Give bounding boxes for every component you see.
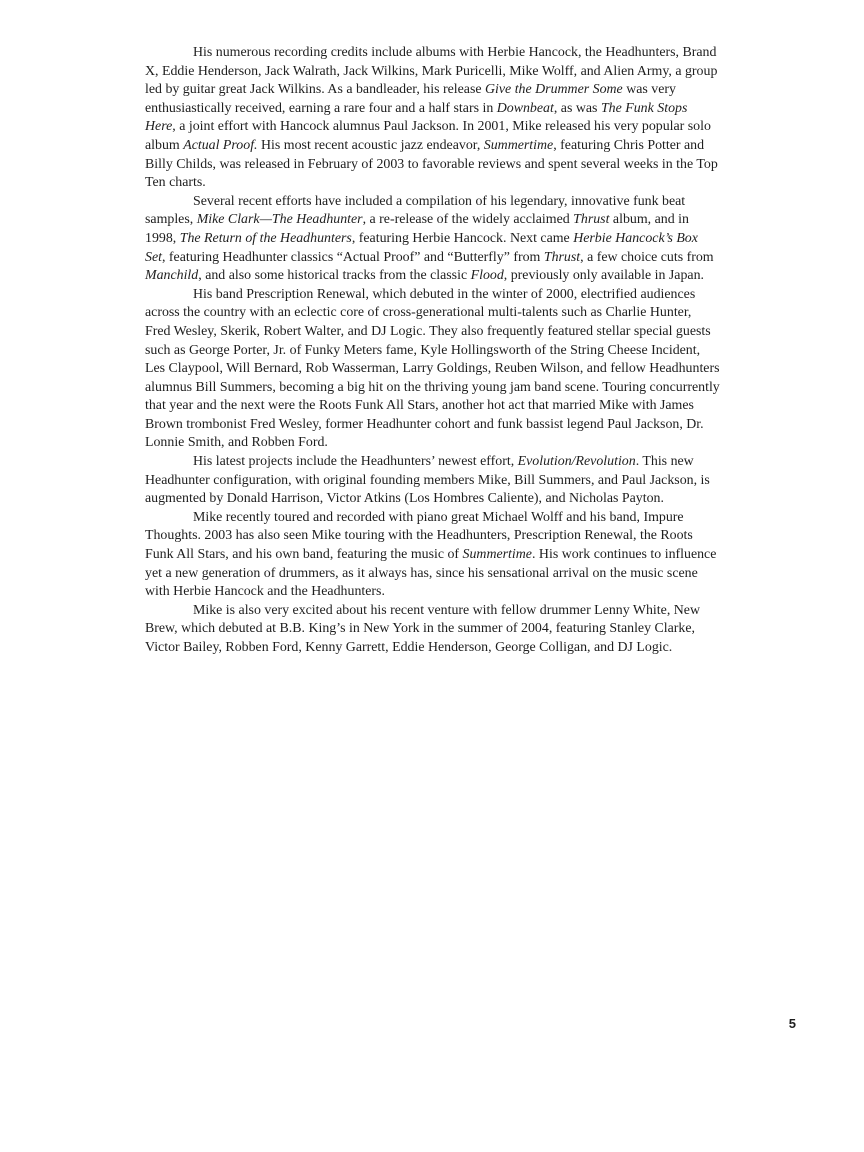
italic-title: Manchild: [145, 268, 199, 284]
paragraph: [145, 509, 720, 602]
text-run: , featuring Headhunter classics “Actual Proof” and “Butterfly” from: [161, 249, 544, 265]
paragraph: [145, 453, 720, 509]
text-run: , previously only available in Japan.: [503, 268, 704, 284]
text-run: His latest projects include the Headhunters’ newest effort,: [193, 454, 518, 470]
italic-title: Actual Proof.: [183, 137, 258, 153]
text-run: His most recent acoustic jazz endeavor,: [257, 137, 484, 153]
text-run: . This new Headhunter configuration, with original founding members Mike, Bill Summers, and Paul Jackson, is augmented by Donald Harrison, Victor Atkins (Los Hombres Caliente), and Nicholas Payton.: [145, 454, 710, 507]
italic-title: The Return of the Headhunters: [179, 230, 352, 246]
text-run: Mike is also very excited about his recent venture with fellow drummer Lenny White, New Brew, which debuted at B.B. King’s in New York in the summer of 2004, featuring Stanley Clarke, Victor Bailey, Robben Ford, Kenny Garrett, Eddie Henderson, George Colligan, and DJ Logic.: [145, 602, 700, 655]
italic-title: Downbeat: [496, 100, 554, 116]
text-run: , a re-release of the widely acclaimed: [362, 212, 574, 228]
italic-title: Mike Clark—The Headhunter: [196, 212, 363, 228]
italic-title: Thrust: [573, 212, 610, 228]
text-run: Mike recently toured and recorded with piano great Michael Wolff and his band, Impure Thoughts. 2003 has also seen Mike touring with the Headhunters, Prescription Renewal, the Roots Funk All Stars, and his own band, featuring the music of: [145, 509, 693, 563]
text-run: Several recent efforts have included a compilation of his legendary, innovative funk beat samples,: [145, 193, 686, 228]
text-run: His numerous recording credits include albums with Herbie Hancock, the Headhunters, Brand X, Eddie Henderson, Jack Walrath, Jack Wilkins, Mark Puricelli, Mike Wolff, and Alien Army, a group led by guitar great Jack Wilkins. As a bandleader, his release: [145, 45, 718, 98]
italic-title: Flood: [470, 268, 504, 284]
text-run: , featuring Chris Potter and Billy Childs, was released in February of 2003 to favorable reviews and spent several weeks in the Top Ten charts.: [145, 137, 718, 191]
text-run: , and also some historical tracks from the classic: [198, 268, 471, 284]
paragraph: [145, 602, 720, 658]
page-number: 5: [788, 1016, 796, 1031]
text-run: . His work continues to influence yet a new generation of drummers, as it always has, since his sensational arrival on the music scene with Herbie Hancock and the Headhunters.: [145, 547, 717, 600]
italic-title: The Funk Stops Here: [145, 100, 688, 135]
text-run: , a joint effort with Hancock alumnus Paul Jackson. In 2001, Mike released his very popular solo album: [145, 119, 711, 153]
italic-title: Herbie Hancock’s Box Set: [145, 230, 698, 265]
text-run: , as was: [553, 100, 601, 116]
italic-title: Summertime: [462, 547, 532, 563]
italic-title: Give the Drummer Some: [485, 82, 623, 98]
paragraph: [145, 44, 720, 193]
text-run: , featuring Herbie Hancock. Next came: [351, 230, 574, 246]
body-text: [145, 44, 720, 658]
text-run: was very enthusiastically received, earning a rare four and a half stars in: [145, 82, 676, 116]
italic-title: Summertime: [483, 137, 554, 153]
text-run: His band Prescription Renewal, which debuted in the winter of 2000, electrified audiences across the country with an eclectic core of cross-generational multi-talents such as Charlie Hunter, Fred Wesley, Skerik, Robert Walter, and DJ Logic. They also frequently featured stellar special guests such as George Porter, Jr. of Funky Meters fame, Kyle Hollingsworth of the String Cheese Incident, Les Claypool, Will Bernard, Rob Wasserman, Larry Goldings, Reuben Wilson, and fellow Headhunters alumnus Bill Summers, becoming a big hit on the thriving young jam band scene. Touring concurrently that year and the next were the Roots Funk All Stars, another hot act that married Mike with James Brown trombonist Fred Wesley, former Headhunter cohort and funk bassist legend Paul Jackson, Dr. Lonnie Smith, and Robben Ford.: [145, 286, 720, 451]
italic-title: Evolution/Revolution: [517, 454, 636, 470]
text-run: , a few choice cuts from: [580, 249, 714, 265]
paragraph: [145, 193, 720, 286]
paragraph: [145, 286, 720, 453]
italic-title: Thrust: [543, 249, 581, 265]
text-run: album, and in 1998,: [145, 212, 689, 246]
